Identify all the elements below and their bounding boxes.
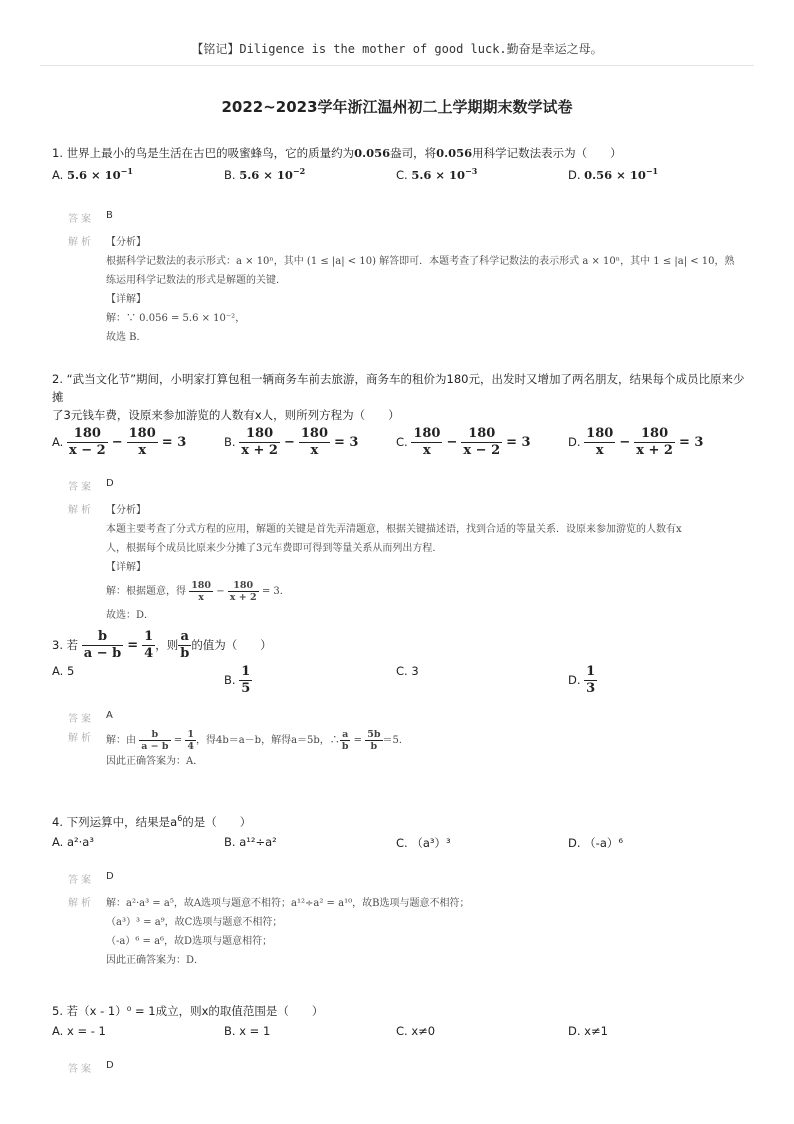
- option-c[interactable]: C. $\frac{180}{x}$ − $\frac{180}{x - 2}$ = 3: [396, 426, 531, 458]
- question-4-stem: 4. 下列运算中，结果是$a^6$的是（ ）: [52, 814, 252, 829]
- option-a[interactable]: A. 5: [52, 663, 75, 678]
- exam-title: 2022~2023学年浙江温州初二上学期期末数学试卷: [221, 98, 573, 116]
- question-2-options: [52, 426, 752, 466]
- option-d[interactable]: D. x≠1: [568, 1024, 608, 1038]
- question-1-explanation: 解析 【分析】 根据科学记数法的表示形式：a × 10ⁿ，其中 (1 ≤ |a| < 10) 解答即可．本题考查了科学记数法的表示形式 a × 10ⁿ，其中 1 ≤ |a| < 10，熟 练运用科学记数法的形式是解题的关键． 【详解】 解：∵ 0.056 = 5.6 × 10⁻²， 故选 B．: [68, 237, 735, 343]
- option-b[interactable]: B. $\frac{180}{x + 2}$ − $\frac{180}{x}$ = 3: [224, 426, 359, 458]
- option-d[interactable]: D. $\frac{1}{3}$: [568, 663, 596, 696]
- question-3-stem: 3. 若 $\frac{b}{a - b}$ = $\frac{1}{4}$ ，则 $\frac{a}{b}$ 的值为（ ）: [52, 629, 272, 661]
- question-3: [52, 627, 752, 771]
- question-2-explanation: 解析 【分析】 本题主要考查了分式方程的应用，解题的关键是首先弄清题意，根据关键描述语，找到合适的等量关系．设原来参加游览的人数有x 人，根据每个成员比原来少分摊了3元车费即可得到等量关系从而列出方程． 【详解】 解：根据题意，得 $\frac{180}{x}$ − $\frac{180}{x + 2}$ = 3． 故选：D．: [68, 505, 682, 621]
- question-3-answer: 答案 A: [68, 709, 113, 725]
- page-motto: 【铭记】Diligence is the mother of good luck.勤奋是幸运之母。: [191, 42, 603, 56]
- option-c[interactable]: C. 3: [396, 663, 419, 678]
- question-5: [52, 1002, 752, 1075]
- question-5-options: [52, 1024, 752, 1046]
- question-1-stem: 1. 世界上最小的鸟是生活在古巴的吸蜜蜂鸟，它的质量约为0.056盎司，将0.056用科学记数法表示为（ ）: [52, 146, 622, 160]
- question-3-explanation: 解析 解：由 $\frac{b}{a - b}$ = $\frac{1}{4}$ ，得4b＝a－b，解得a＝5b，∴ $\frac{a}{b}$ = $\frac{5b}{b}$ ＝5． 因此正确答案为：A．: [68, 728, 409, 767]
- option-d[interactable]: D. （-a）⁶: [568, 835, 623, 850]
- option-b[interactable]: B. $\frac{1}{5}$: [224, 663, 251, 696]
- option-a[interactable]: A. $\frac{180}{x - 2}$ − $\frac{180}{x}$ = 3: [52, 426, 187, 458]
- question-1: [52, 144, 752, 347]
- question-4-answer: 答案 D: [68, 870, 114, 886]
- option-a[interactable]: A. $5.6 \times 10^{-1}$: [52, 166, 133, 182]
- question-5-stem: 5. 若（x - 1）⁰ = 1成立，则x的取值范围是（ ）: [52, 1004, 324, 1018]
- header-divider: [40, 65, 754, 66]
- question-2: [52, 370, 752, 625]
- question-4-options: [52, 835, 752, 857]
- question-2-stem: 2. “武当文化节”期间，小明家打算包租一辆商务车前去旅游，商务车的租价为180元，出发时又增加了两名朋友，结果每个成员比原来少摊 了3元钱车费，设原来参加游览的人数有x人，则所列方程为（ ）: [52, 372, 745, 422]
- option-a[interactable]: A. x = - 1: [52, 1024, 106, 1038]
- option-b[interactable]: B. $5.6 \times 10^{-2}$: [224, 166, 306, 182]
- question-4: [52, 810, 752, 970]
- option-d[interactable]: D. $0.56 \times 10^{-1}$: [568, 166, 659, 182]
- option-b[interactable]: B. a¹²÷a²: [224, 834, 277, 849]
- option-b[interactable]: B. x = 1: [224, 1024, 271, 1038]
- option-c[interactable]: C. （a³）³: [396, 835, 451, 850]
- question-3-options: [52, 664, 752, 698]
- question-1-answer: 答案 B: [68, 210, 113, 225]
- question-2-answer: 答案 D: [68, 478, 114, 493]
- option-c[interactable]: C. x≠0: [396, 1024, 436, 1038]
- option-c[interactable]: C. $5.6 \times 10^{-3}$: [396, 166, 478, 182]
- question-4-explanation: 解析 解：a²·a³ = a⁵，故A选项与题意不相符；a¹²÷a² = a¹⁰，故B选项与题意不相符； （a³）³ = a⁹，故C选项与题意不相符； （-a）⁶ = a⁶，故D选项与题意相符； 因此正确答案为：D．: [68, 897, 470, 966]
- option-d[interactable]: D. $\frac{180}{x}$ − $\frac{180}{x + 2}$ = 3: [568, 426, 704, 458]
- question-1-options: [52, 166, 752, 188]
- option-a[interactable]: A. a²·a³: [52, 834, 94, 849]
- question-5-answer: 答案 D: [68, 1060, 114, 1075]
